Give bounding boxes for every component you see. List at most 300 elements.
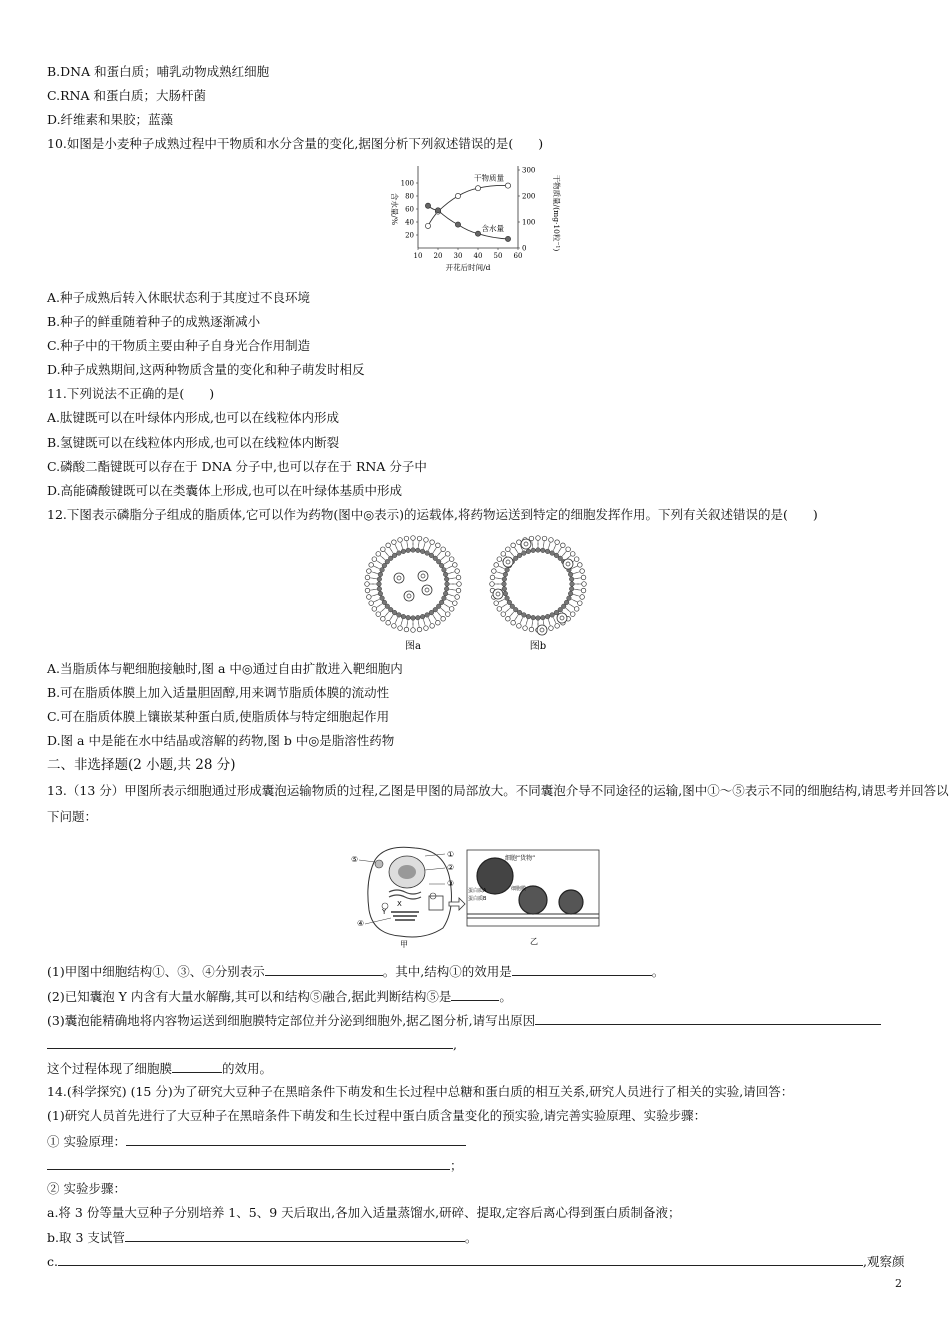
phospholipid-head <box>529 536 534 541</box>
phospholipid-head <box>511 620 516 625</box>
phospholipid-head <box>510 604 515 609</box>
phospholipid-head <box>542 536 547 541</box>
phospholipid-tail <box>391 550 393 554</box>
phospholipid-head <box>574 607 579 612</box>
x-tick-label: 40 <box>473 252 483 260</box>
phospholipid-head <box>430 624 435 629</box>
phospholipid-tail <box>446 599 450 601</box>
phospholipid-tail <box>441 608 444 611</box>
phospholipid-head <box>550 551 555 556</box>
phospholipid-head <box>365 588 370 593</box>
phospholipid-tail <box>499 572 503 573</box>
answer-blank[interactable] <box>265 963 383 976</box>
phospholipid-head <box>558 556 563 561</box>
phospholipid-head <box>497 557 502 562</box>
label-protein-a: 蛋白质A <box>468 888 487 894</box>
label-yi: 乙 <box>530 937 538 946</box>
phospholipid-head <box>503 572 508 577</box>
drug-core <box>425 588 429 592</box>
phospholipid-tail <box>441 557 444 560</box>
phospholipid-head <box>506 616 511 621</box>
label-y: Y <box>382 908 387 916</box>
phospholipid-tail <box>562 553 565 556</box>
phospholipid-head <box>420 614 425 619</box>
phospholipid-tail <box>449 589 453 590</box>
phospholipid-head <box>501 552 506 557</box>
q14-part1: (1)研究人员首先进行了大豆种子在黑暗条件下萌发和生长过程中蛋白质含量变化的预实验,请完善实验原理、实验步骤： <box>47 1108 707 1123</box>
phospholipid-tail <box>418 543 419 547</box>
phospholipid-head <box>494 563 499 568</box>
phospholipid-head <box>441 547 446 552</box>
phospholipid-head <box>442 568 447 573</box>
phospholipid-head <box>568 572 573 577</box>
phospholipid-head <box>549 626 554 631</box>
phospholipid-tail <box>391 615 393 619</box>
phospholipid-head <box>392 540 397 545</box>
phospholipid-tail <box>497 578 501 579</box>
answer-blank[interactable] <box>172 1060 222 1073</box>
phospholipid-head <box>492 569 497 574</box>
phospholipid-head <box>456 575 461 580</box>
phospholipid-head <box>443 572 448 577</box>
phospholipid-head <box>502 582 507 587</box>
fig-b-label: 图b <box>529 641 547 652</box>
drug-core <box>496 592 500 596</box>
y-right-tick-label: 0 <box>522 244 527 253</box>
phospholipid-head <box>558 607 563 612</box>
phospholipid-tail <box>516 615 518 619</box>
answer-blank[interactable] <box>535 1012 881 1025</box>
phospholipid-head <box>513 556 518 561</box>
phospholipid-head <box>507 600 512 605</box>
q10-option-a: A.种子成熟后转入休眠状态利于其度过不良环境 <box>47 290 311 305</box>
phospholipid-head <box>367 595 372 600</box>
q10-chart <box>378 158 578 276</box>
phospholipid-head <box>568 591 573 596</box>
phospholipid-head <box>554 553 559 558</box>
phospholipid-head <box>574 557 579 562</box>
phospholipid-head <box>365 582 370 587</box>
phospholipid-tail <box>386 612 389 615</box>
drug-core <box>524 542 528 546</box>
q14-principle: ① 实验原理： <box>47 1133 466 1150</box>
phospholipid-head <box>449 557 454 562</box>
phospholipid-head <box>367 569 372 574</box>
x-tick-label: 50 <box>493 252 503 260</box>
phospholipid-tail <box>548 619 549 623</box>
phospholipid-tail <box>433 615 435 619</box>
phospholipid-tail <box>444 604 448 606</box>
phospholipid-tail <box>532 543 533 547</box>
answer-blank[interactable] <box>58 1253 863 1266</box>
phospholipid-tail <box>566 608 569 611</box>
phospholipid-head <box>436 604 441 609</box>
phospholipid-tail <box>501 567 505 569</box>
phospholipid-tail <box>372 578 376 579</box>
phospholipid-head <box>380 568 385 573</box>
phospholipid-head <box>580 595 585 600</box>
answer-blank[interactable] <box>451 988 499 1001</box>
phospholipid-tail <box>382 557 385 560</box>
phospholipid-head <box>505 568 510 573</box>
phospholipid-head <box>436 543 441 548</box>
phospholipid-head <box>378 572 383 577</box>
phospholipid-tail <box>376 599 380 601</box>
phospholipid-head <box>545 549 550 554</box>
phospholipid-head <box>381 616 386 621</box>
label-3: ③ <box>447 879 455 888</box>
series-point-1 <box>475 231 480 236</box>
phospholipid-head <box>569 587 574 592</box>
phospholipid-head <box>517 610 522 615</box>
phospholipid-tail <box>574 589 578 590</box>
phospholipid-head <box>401 614 406 619</box>
phospholipid-tail <box>571 599 575 601</box>
phospholipid-head <box>386 543 391 548</box>
phospholipid-tail <box>386 553 389 556</box>
q12-option-b: B.可在脂质体膜上加入适量胆固醇,用来调节脂质体膜的流动性 <box>47 685 390 700</box>
phospholipid-tail <box>532 620 533 624</box>
phospholipid-tail <box>511 612 514 615</box>
section-title: 二、非选择题(2 小题,共 28 分) <box>47 757 236 773</box>
phospholipid-head <box>398 538 403 543</box>
phospholipid-head <box>567 596 572 601</box>
phospholipid-head <box>385 559 390 564</box>
label-cargo: 细胞“货物” <box>505 855 536 862</box>
phospholipid-head <box>580 569 585 574</box>
q11-option-a: A.肽键既可以在叶绿体内形成,也可以在线粒体内形成 <box>47 410 339 425</box>
phospholipid-tail <box>543 543 544 547</box>
liposome-figure <box>360 530 590 654</box>
phospholipid-head <box>564 600 569 605</box>
phospholipid-head <box>369 601 374 606</box>
phospholipid-head <box>529 627 534 632</box>
phospholipid-head <box>561 543 566 548</box>
page-number: 2 <box>895 1277 902 1290</box>
phospholipid-tail <box>437 612 440 615</box>
answer-blank[interactable] <box>125 1229 465 1242</box>
q12-stem: 12.下图表示磷脂分子组成的脂质体,它可以作为药物(图中◎表示)的运载体,将药物运送到特定的细胞发挥作用。下列有关叙述错误的是( ) <box>47 507 818 522</box>
x-tick-label: 10 <box>413 252 423 260</box>
phospholipid-head <box>522 551 527 556</box>
vesicle-transport-figure <box>345 840 603 950</box>
series-point-0 <box>475 186 480 191</box>
phospholipid-head <box>381 547 386 552</box>
phospholipid-head <box>526 549 531 554</box>
phospholipid-tail <box>444 562 448 564</box>
drug-core <box>560 616 564 620</box>
q13-stem-line2: 下问题： <box>47 809 98 824</box>
phospholipid-head <box>397 551 402 556</box>
phospholipid-head <box>377 582 382 587</box>
series-point-1 <box>425 203 430 208</box>
phospholipid-head <box>411 628 416 633</box>
phospholipid-head <box>502 577 507 582</box>
phospholipid-head <box>517 540 522 545</box>
y-axis-left-label: 含水量/% <box>390 192 399 226</box>
phospholipid-head <box>513 607 518 612</box>
phospholipid-head <box>453 601 458 606</box>
phospholipid-head <box>425 551 430 556</box>
phospholipid-tail <box>526 619 527 623</box>
label-x: X <box>397 900 402 908</box>
phospholipid-tail <box>446 567 450 569</box>
phospholipid-head <box>429 610 434 615</box>
phospholipid-head <box>372 557 377 562</box>
phospholipid-head <box>376 612 381 617</box>
y-left-tick-label: 80 <box>405 192 414 201</box>
q12-option-d: D.图 a 中是能在水中结晶或溶解的药物,图 b 中◎是脂溶性药物 <box>47 733 395 748</box>
phospholipid-tail <box>379 604 383 606</box>
phospholipid-tail <box>407 543 408 547</box>
label-membrane: 细胞膜 <box>511 886 527 892</box>
phospholipid-tail <box>372 589 376 590</box>
phospholipid-head <box>382 600 387 605</box>
phospholipid-tail <box>401 619 402 623</box>
q10-option-b: B.种子的鲜重随着种子的成熟逐渐减小 <box>47 314 261 329</box>
phospholipid-head <box>549 538 554 543</box>
q11-stem: 11.下列说法不正确的是( ) <box>47 386 215 401</box>
phospholipid-head <box>416 548 421 553</box>
phospholipid-head <box>444 587 449 592</box>
answer-blank[interactable] <box>47 1036 453 1049</box>
y-axis-right-label: 干物质量/(mg·10粒⁻¹) <box>552 174 561 252</box>
q10-option-c: C.种子中的干物质主要由种子自身光合作用制造 <box>47 338 311 353</box>
phospholipid-head <box>455 569 460 574</box>
phospholipid-head <box>541 615 546 620</box>
series-point-1 <box>455 222 460 227</box>
phospholipid-head <box>380 596 385 601</box>
phospholipid-head <box>425 613 430 618</box>
phospholipid-head <box>404 627 409 632</box>
label-5: ⑤ <box>351 855 359 864</box>
y-left-tick-label: 100 <box>400 179 414 188</box>
series-point-0 <box>425 223 430 228</box>
phospholipid-head <box>505 596 510 601</box>
cell-jia <box>351 847 454 949</box>
phospholipid-head <box>369 563 374 568</box>
phospholipid-head <box>378 591 383 596</box>
q9-option-b: B.DNA 和蛋白质；哺乳动物成熟红细胞 <box>47 64 270 79</box>
phospholipid-tail <box>553 547 555 551</box>
label-jia: 甲 <box>400 940 408 949</box>
phospholipid-head <box>570 612 575 617</box>
answer-blank[interactable] <box>512 963 652 976</box>
phospholipid-head <box>555 540 560 545</box>
phospholipid-head <box>517 624 522 629</box>
phospholipid-head <box>554 610 559 615</box>
phospholipid-head <box>398 626 403 631</box>
water-drymatter-chart <box>378 158 578 276</box>
phospholipid-head <box>406 615 411 620</box>
phospholipid-tail <box>418 620 419 624</box>
liposome-a <box>365 536 462 633</box>
phospholipid-head <box>439 600 444 605</box>
answer-blank[interactable] <box>126 1133 466 1146</box>
drug-core <box>540 628 544 632</box>
y-right-tick-label: 200 <box>522 192 536 201</box>
phospholipid-tail <box>501 599 505 601</box>
phospholipid-tail <box>516 550 518 554</box>
phospholipid-head <box>511 543 516 548</box>
y-left-tick-label: 20 <box>405 231 414 240</box>
series-point-0 <box>455 193 460 198</box>
phospholipid-head <box>555 624 560 629</box>
q14-steps: ② 实验步骤： <box>47 1181 126 1196</box>
phospholipid-head <box>550 613 555 618</box>
phospholipid-head <box>523 626 528 631</box>
q14-step-c: c. ,观察颜 <box>47 1254 905 1269</box>
phospholipid-tail <box>574 578 578 579</box>
phospholipid-head <box>497 607 502 612</box>
label-4: ④ <box>357 919 365 928</box>
q11-option-b: B.氢键既可以在线粒体内形成,也可以在线粒体内断裂 <box>47 435 340 450</box>
q11-option-c: C.磷酸二酯键既可以存在于 DNA 分子中,也可以存在于 RNA 分子中 <box>47 459 427 474</box>
panel-yi <box>467 850 599 946</box>
phospholipid-tail <box>437 553 440 556</box>
x-tick-label: 20 <box>433 252 443 260</box>
phospholipid-head <box>420 549 425 554</box>
phospholipid-tail <box>396 617 398 621</box>
phospholipid-head <box>506 547 511 552</box>
phospholipid-head <box>449 607 454 612</box>
phospholipid-head <box>411 616 416 621</box>
drug-core <box>506 560 510 564</box>
q9-option-c: C.RNA 和蛋白质；大肠杆菌 <box>47 88 206 103</box>
phospholipid-head <box>377 587 382 592</box>
phospholipid-head <box>444 577 449 582</box>
phospholipid-head <box>526 614 531 619</box>
q13-sub3: (3)囊泡能精确地将内容物运送到细胞膜特定部位并分泌到细胞外,据乙图分析,请写出原因 <box>47 1012 881 1029</box>
cell-diagram <box>345 840 603 950</box>
phospholipid-head <box>570 552 575 557</box>
phospholipid-tail <box>374 572 378 573</box>
q13-stem-line1: 13.（13 分）甲图所表示细胞通过形成囊泡运输物质的过程,乙图是甲图的局部放大。不同囊泡介导不同途径的运输,图中①～⑤表示不同的细胞结构,请思考并回答以 <box>47 783 949 798</box>
phospholipid-head <box>441 616 446 621</box>
phospholipid-tail <box>553 617 555 621</box>
label-protein-b: 蛋白质B <box>468 896 487 902</box>
phospholipid-tail <box>423 619 424 623</box>
phospholipid-head <box>442 596 447 601</box>
phospholipid-tail <box>449 578 453 579</box>
phospholipid-tail <box>558 550 560 554</box>
phospholipid-tail <box>507 608 510 611</box>
phospholipid-head <box>490 575 495 580</box>
drug-core <box>421 574 425 578</box>
phospholipid-head <box>392 610 397 615</box>
phospholipid-head <box>416 615 421 620</box>
phospholipid-head <box>404 536 409 541</box>
phospholipid-head <box>578 563 583 568</box>
series-point-0 <box>505 183 510 188</box>
phospholipid-head <box>570 582 575 587</box>
x-axis-label: 开花后时间/d <box>445 263 491 272</box>
phospholipid-head <box>453 563 458 568</box>
phospholipid-head <box>388 556 393 561</box>
liposome-b <box>490 536 587 635</box>
phospholipid-tail <box>448 594 452 595</box>
series-point-1 <box>505 236 510 241</box>
q10-stem: 10.如图是小麦种子成熟过程中干物质和水分含量的变化,据图分析下列叙述错误的是( ) <box>47 136 544 151</box>
series-label-0: 干物质量 <box>474 173 504 183</box>
phospholipid-head <box>433 556 438 561</box>
phospholipid-tail <box>428 617 430 621</box>
phospholipid-head <box>502 587 507 592</box>
q13-sub1: (1)甲图中细胞结构①、③、④分别表示 。其中,结构①的效用是 。 <box>47 964 665 979</box>
drug-core <box>397 576 401 580</box>
phospholipid-head <box>457 582 462 587</box>
drug-core <box>566 562 570 566</box>
q9-option-d: D.纤维素和果胶；蓝藻 <box>47 112 174 127</box>
phospholipid-head <box>433 607 438 612</box>
label-1: ① <box>447 850 455 859</box>
phospholipid-head <box>406 548 411 553</box>
y-right-tick-label: 300 <box>522 166 536 175</box>
phospholipid-head <box>545 614 550 619</box>
phospholipid-tail <box>569 604 573 606</box>
phospholipid-tail <box>511 553 514 556</box>
phospholipid-head <box>430 540 435 545</box>
phospholipid-head <box>397 613 402 618</box>
phospholipid-head <box>372 607 377 612</box>
phospholipid-head <box>503 591 508 596</box>
answer-blank[interactable] <box>47 1157 450 1170</box>
phospholipid-head <box>411 548 416 553</box>
q13-sub2: (2)已知囊泡 Y 内含有大量水解酶,其可以和结构⑤融合,据此判断结构⑤是 。 <box>47 989 512 1004</box>
phospholipid-head <box>436 620 441 625</box>
series-line-0 <box>428 185 508 225</box>
phospholipid-head <box>536 548 541 553</box>
phospholipid-head <box>566 547 571 552</box>
y-left-tick-label: 40 <box>405 218 414 227</box>
phospholipid-head <box>517 553 522 558</box>
phospholipid-head <box>424 538 429 543</box>
phospholipid-head <box>490 582 495 587</box>
q12-option-a: A.当脂质体与靶细胞接触时,图 a 中◎通过自由扩散进入靶细胞内 <box>47 661 403 676</box>
phospholipid-head <box>581 575 586 580</box>
phospholipid-tail <box>548 545 549 549</box>
q11-option-d: D.高能磷酸键既可以在类囊体上形成,也可以在叶绿体基质中形成 <box>47 483 403 498</box>
q13-sub3-end: 这个过程体现了细胞膜 的效用。 <box>47 1061 273 1076</box>
phospholipid-head <box>456 588 461 593</box>
phospholipid-head <box>377 577 382 582</box>
phospholipid-tail <box>573 594 577 595</box>
phospholipid-head <box>445 612 450 617</box>
phospholipid-head <box>536 616 541 621</box>
x-tick-label: 30 <box>453 252 463 260</box>
phospholipid-head <box>376 552 381 557</box>
q10-option-d: D.种子成熟期间,这两种物质含量的变化和种子萌发时相反 <box>47 362 365 377</box>
phospholipid-head <box>382 563 387 568</box>
phospholipid-tail <box>543 620 544 624</box>
phospholipid-head <box>522 613 527 618</box>
phospholipid-head <box>388 607 393 612</box>
phospholipid-tail <box>401 545 402 549</box>
phospholipid-tail <box>448 572 452 573</box>
nucleolus <box>398 865 416 879</box>
phospholipid-tail <box>376 567 380 569</box>
q14-step-a: a.将 3 份等量大豆种子分别培养 1、5、9 天后取出,各加入适量蒸馏水,研碎、提取,定容后离心得到蛋白质制备液； <box>47 1205 681 1220</box>
phospholipid-head <box>561 604 566 609</box>
phospholipid-head <box>569 577 574 582</box>
label-2: ② <box>447 863 455 872</box>
phospholipid-head <box>392 624 397 629</box>
phospholipid-head <box>531 615 536 620</box>
phospholipid-head <box>536 536 541 541</box>
phospholipid-head <box>365 575 370 580</box>
phospholipid-head <box>445 552 450 557</box>
phospholipid-head <box>443 591 448 596</box>
